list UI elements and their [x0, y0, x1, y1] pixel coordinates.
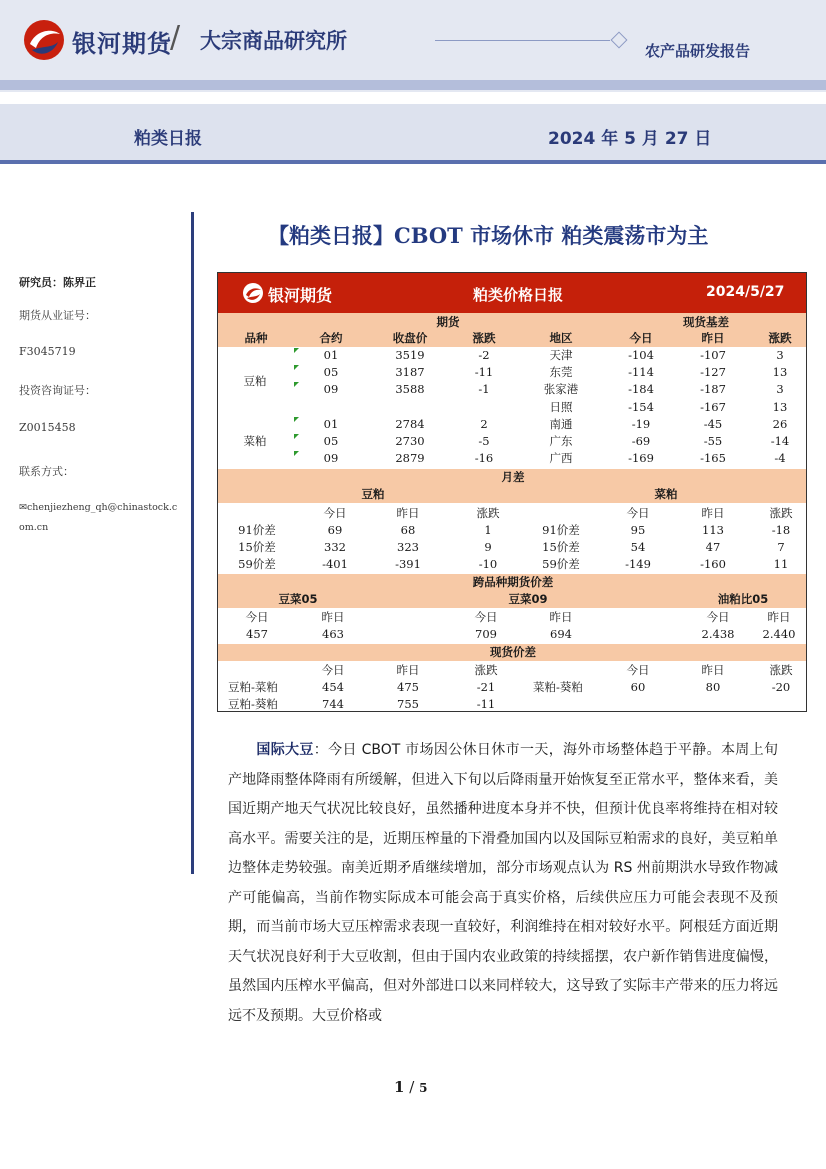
- spot-yesterday: -187: [700, 382, 726, 396]
- spot-today: -154: [628, 400, 654, 414]
- ss-r3-yesterday: 80: [705, 680, 721, 694]
- spot-yesterday: -127: [700, 365, 726, 379]
- ms-soy-chg: 9: [484, 540, 492, 554]
- company-name: 银河期货: [72, 30, 172, 58]
- paragraph-text: ：今日 CBOT 市场因公休日休市一天，海外市场整体趋于平静。本周上旬产地降雨整体降雨有所缓解，但进入下旬以后降雨量开始恢复至正常水平，整体来看，美国近期产地天气状况比较良好，虽然播种进度本身并不快，但预计优良率将维持在相对较高水平。需要关注的是，近期压榨量的下滑叠加国内以及国际豆粕需求的良好，美豆粕单边整体走势较强。南美近期矛盾继续增加，部分市场观点认为 RS 州前期洪水导致作物减产可能偏高，当前作物实际成本可能会高于真实价格，后续供应压力可能会表现不及预期，而当前市场大豆压榨需求表现一直较好，利润维持在相对较好水平。阿根廷方面近期天气状况良好利于大豆收割，但由于国内农业政策的持续摇摆，农户新作销售进度偏慢，虽然国内压榨水平偏高，但对外部进口以来同样较大，这导致了实际丰产带来的压力将远远不及预期。大豆价格或: [228, 742, 779, 1024]
- spot-today: -19: [631, 417, 651, 431]
- consult-label: 投资咨询证号：: [19, 384, 96, 397]
- spot-change: -14: [770, 434, 790, 448]
- ms-soy-name: 59价差: [238, 557, 276, 571]
- header-decoration-line: [435, 40, 610, 41]
- spot-change: 3: [776, 382, 784, 396]
- report-date: 2024 年 5 月 27 日: [548, 129, 712, 149]
- spot-change: -4: [774, 451, 786, 465]
- cross-spread-label: 跨品种期货价差: [472, 575, 554, 589]
- report-title: 【粕类日报】CBOT 市场休市 粕类震荡市为主: [268, 223, 709, 248]
- cross-g1: 豆菜05: [278, 592, 318, 606]
- spot-today: -114: [628, 365, 654, 379]
- ms-rape-today: -149: [625, 557, 651, 571]
- contact-label: 联系方式：: [19, 465, 74, 478]
- cross-yesterday-h3: 昨日: [767, 610, 791, 624]
- ss-r2-yesterday: 755: [397, 697, 419, 711]
- price-change: -11: [474, 365, 494, 379]
- ms-soy-today: 332: [324, 540, 346, 554]
- ms-soy-chg: 1: [484, 523, 492, 537]
- ms-rape-today: 54: [630, 540, 646, 554]
- band-stripe: [0, 160, 826, 164]
- cell-flag-icon: [294, 382, 299, 387]
- col-change-spot: 涨跌: [768, 331, 792, 345]
- spot-yesterday: -165: [700, 451, 726, 465]
- ss-r2-today: 744: [322, 697, 344, 711]
- contract: 05: [323, 434, 339, 448]
- spot-today: -169: [628, 451, 654, 465]
- researcher: 研究员：陈界正: [19, 276, 96, 289]
- license-label: 期货从业证号：: [19, 309, 96, 322]
- cross-g1-yesterday: 463: [322, 627, 344, 641]
- spot-region: 东莞: [549, 365, 573, 379]
- spot-change: 26: [772, 417, 788, 431]
- ms-soy-today: 69: [327, 523, 343, 537]
- ss-chg-h2: 涨跌: [769, 663, 793, 677]
- price-change: -5: [478, 434, 490, 448]
- cross-g3-today: 2.438: [701, 627, 735, 641]
- ms-rape-yesterday: -160: [700, 557, 726, 571]
- cell-flag-icon: [294, 365, 299, 370]
- cell-flag-icon: [294, 434, 299, 439]
- spot-change: 13: [772, 400, 788, 414]
- ms-yesterday-h2: 昨日: [701, 506, 725, 520]
- page-total: 5: [419, 1081, 428, 1095]
- spot-yesterday: -45: [703, 417, 723, 431]
- table-title: 粕类价格日报: [473, 286, 564, 304]
- ms-rape-yesterday: 113: [702, 523, 724, 537]
- galaxy-logo-icon: [22, 18, 66, 62]
- spot-basis-label: 现货基差: [683, 315, 729, 329]
- price-table: [217, 272, 807, 712]
- col-region: 地区: [549, 331, 573, 345]
- month-spread-soymeal: 豆粕: [361, 487, 385, 501]
- ms-rape-today: 95: [630, 523, 646, 537]
- ss-r1-name: 豆粕-菜粕: [228, 680, 278, 694]
- contract: 05: [323, 365, 339, 379]
- contract: 01: [323, 348, 339, 362]
- ss-yesterday-h2: 昨日: [701, 663, 725, 677]
- cross-g2: 豆菜09: [508, 592, 548, 606]
- col-close: 收盘价: [392, 331, 428, 345]
- institute-name: 大宗商品研究所: [200, 29, 347, 53]
- ms-rape-yesterday: 47: [705, 540, 721, 554]
- ss-r3-name: 菜粕-葵粕: [533, 680, 583, 694]
- price-change: 2: [480, 417, 488, 431]
- ss-r2-chg: -11: [476, 697, 496, 711]
- page-current: 1: [394, 1078, 405, 1096]
- ms-soy-yesterday: -391: [395, 557, 421, 571]
- spot-change: 3: [776, 348, 784, 362]
- ms-soy-chg: -10: [478, 557, 498, 571]
- body-paragraph: [228, 736, 778, 1031]
- ms-soy-yesterday: 323: [397, 540, 419, 554]
- table-logo-icon: [242, 282, 264, 304]
- license-number: F3045719: [19, 345, 76, 358]
- contract: 01: [323, 417, 339, 431]
- ms-rape-chg: -18: [771, 523, 791, 537]
- contact-email[interactable]: [19, 498, 179, 538]
- ss-r3-today: 60: [630, 680, 646, 694]
- page-sep: /: [409, 1078, 415, 1096]
- cell-flag-icon: [294, 348, 299, 353]
- ss-r2-name: 豆粕-葵粕: [228, 697, 278, 711]
- ss-yesterday-h: 昨日: [396, 663, 420, 677]
- price-change: -2: [478, 348, 490, 362]
- consult-number: Z0015458: [19, 421, 76, 434]
- ms-chg-h2: 涨跌: [769, 506, 793, 520]
- futures-label: 期货: [436, 315, 460, 329]
- close-price: 2730: [395, 434, 425, 448]
- close-price: 3187: [395, 365, 425, 379]
- ms-rape-name: 59价差: [542, 557, 580, 571]
- ms-soy-yesterday: 68: [400, 523, 416, 537]
- spot-region: 南通: [549, 417, 573, 431]
- ss-r3-chg: -20: [771, 680, 791, 694]
- ms-rape-chg: 11: [773, 557, 789, 571]
- ss-chg-h: 涨跌: [474, 663, 498, 677]
- spot-region: 天津: [549, 348, 573, 362]
- ms-today-h: 今日: [323, 506, 347, 520]
- cross-today-h1: 今日: [245, 610, 269, 624]
- spot-spread-label: 现货价差: [490, 645, 536, 659]
- table-date: 2024/5/27: [706, 284, 785, 300]
- ms-yesterday-h: 昨日: [396, 506, 420, 520]
- close-price: 3519: [395, 348, 425, 362]
- page-number: [394, 1078, 427, 1096]
- cross-g3: 油粕比05: [717, 592, 769, 606]
- spot-yesterday: -107: [700, 348, 726, 362]
- price-change: -16: [474, 451, 494, 465]
- ms-soy-today: -401: [322, 557, 348, 571]
- month-spread-rapemeal: 菜粕: [654, 487, 678, 501]
- spot-region: 张家港: [543, 382, 579, 396]
- close-price: 3588: [395, 382, 425, 396]
- ms-rape-chg: 7: [777, 540, 785, 554]
- col-today: 今日: [629, 331, 653, 345]
- table-logo-text: 银河期货: [268, 286, 333, 305]
- ss-today-h2: 今日: [626, 663, 650, 677]
- col-change: 涨跌: [472, 331, 496, 345]
- cross-g1-today: 457: [246, 627, 268, 641]
- ss-r1-yesterday: 475: [397, 680, 419, 694]
- month-spread-label: 月差: [501, 470, 525, 484]
- spot-today: -184: [628, 382, 654, 396]
- cross-g2-yesterday: 694: [550, 627, 572, 641]
- col-variety: 品种: [244, 331, 268, 345]
- spot-region: 广西: [549, 451, 573, 465]
- contract: 09: [323, 451, 339, 465]
- ss-r1-chg: -21: [476, 680, 496, 694]
- paragraph-lead: 国际大豆: [256, 742, 314, 758]
- spot-today: -104: [628, 348, 654, 362]
- ss-r1-today: 454: [322, 680, 344, 694]
- ms-chg-h: 涨跌: [476, 506, 500, 520]
- spot-change: 13: [772, 365, 788, 379]
- spot-region: 广东: [549, 434, 573, 448]
- spot-yesterday: -167: [700, 400, 726, 414]
- close-price: 2784: [395, 417, 425, 431]
- email-line-2: om.cn: [19, 522, 49, 533]
- cell-flag-icon: [294, 417, 299, 422]
- spot-yesterday: -55: [703, 434, 723, 448]
- cross-today-h2: 今日: [474, 610, 498, 624]
- price-change: -1: [478, 382, 490, 396]
- soymeal-label: 豆粕: [243, 374, 267, 388]
- col-yesterday: 昨日: [701, 331, 725, 345]
- report-series: 粕类日报: [134, 129, 202, 149]
- cross-today-h3: 今日: [706, 610, 730, 624]
- cross-g3-yesterday: 2.440: [762, 627, 796, 641]
- col-contract: 合约: [319, 331, 343, 345]
- ms-today-h2: 今日: [626, 506, 650, 520]
- cross-g2-today: 709: [475, 627, 497, 641]
- cell-flag-icon: [294, 451, 299, 456]
- spot-region: 日照: [549, 400, 573, 414]
- cross-yesterday-h1: 昨日: [321, 610, 345, 624]
- contract: 09: [323, 382, 339, 396]
- ms-rape-name: 91价差: [542, 523, 580, 537]
- header-slash: /: [170, 20, 181, 55]
- spot-today: -69: [631, 434, 651, 448]
- cross-yesterday-h2: 昨日: [549, 610, 573, 624]
- email-line-1: ✉chenjiezheng_qh@chinastock.c: [19, 502, 178, 513]
- sidebar-divider: [191, 212, 194, 874]
- header-stripe: [0, 80, 826, 90]
- close-price: 2879: [395, 451, 425, 465]
- ms-soy-name: 91价差: [238, 523, 276, 537]
- ms-soy-name: 15价差: [238, 540, 276, 554]
- rapemeal-label: 菜粕: [243, 434, 267, 448]
- report-type: 农产品研发报告: [645, 42, 751, 60]
- ms-rape-name: 15价差: [542, 540, 580, 554]
- ss-today-h: 今日: [321, 663, 345, 677]
